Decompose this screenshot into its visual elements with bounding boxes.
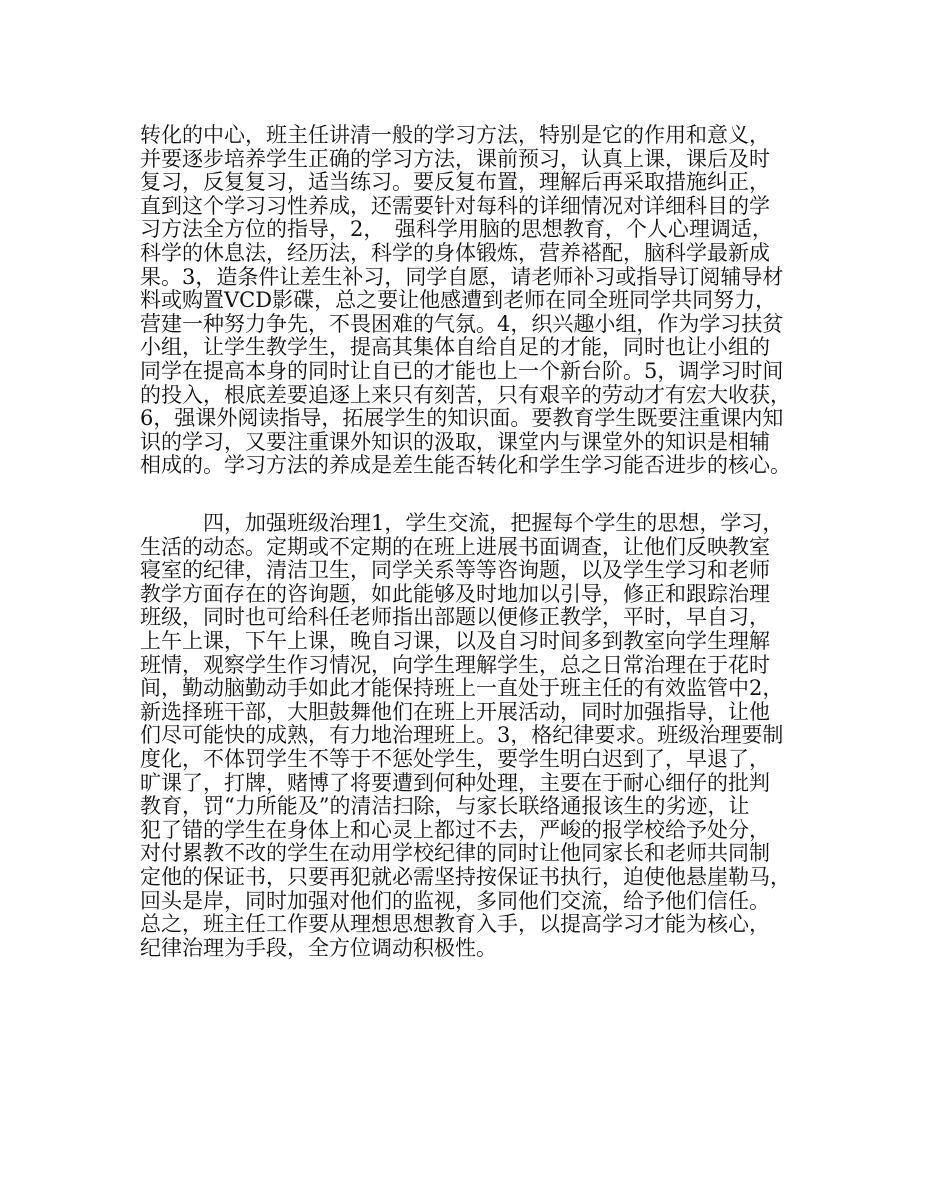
paragraph-line: 班级，同时也可给科任老师指出部题以便修正教学，平时，早自习， [140, 605, 770, 630]
paragraph-line: 转化的中心，班主任讲清一般的学习方法，特别是它的作用和意义， [140, 123, 770, 147]
paragraph-line: 同学在提高本身的同时让自已的才能也上一个新台阶。5，调学习时间 [140, 358, 784, 383]
paragraph-line: 并要逐步培养学生正确的学习方法，课前预习，认真上课，课后及时 [140, 146, 770, 171]
paragraph-line: 犯了错的学生在身体上和心灵上都过不去，严峻的报学校给予处分， [140, 817, 770, 842]
paragraph-line: 寝室的纪律，清洁卫生，同学关系等等咨询题，以及学生学习和老师 [140, 558, 770, 583]
paragraph-line: 总之，班主任工作要从理想思想教育入手，以提高学习才能为核心， [140, 912, 770, 937]
paragraph-line: 定他的保证书，只要再犯就必需坚持按保证书执行，迫使他悬崖勒马， [140, 864, 791, 889]
paragraph-line: 对付累教不改的学生在动用学校纪律的同时让他同家长和老师共同制 [140, 841, 770, 866]
paragraph-line: 教学方面存在的咨询题，如此能够及时地加以引导，修正和跟踪治理 [140, 581, 770, 606]
paragraph-line: 纪律治理为手段，全方位调动积极性。 [140, 935, 497, 960]
paragraph-line: 回头是岸，同时加强对他们的监视，多同他们交流，给予他们信任。 [140, 888, 770, 913]
paragraph-line: 识的学习，又要注重课外知识的汲取，课堂内与课堂外的知识是相辅 [140, 429, 770, 454]
paragraph-line: 上午上课，下午上课，晚自习课，以及自习时间多到教室向学生理解 [140, 628, 770, 653]
paragraph-line: 复习，反复复习，适当练习。要反复布置，理解后再采取措施纠正， [140, 170, 770, 195]
paragraph-line: 们尽可能快的成熟，有力地治理班上。3，格纪律要求。班级治理要制 [140, 723, 784, 748]
paragraph-line-text: 四，加强班级治理1，学生交流，把握每个学生的思想，学习， [203, 511, 784, 535]
paragraph-class-management [140, 512, 830, 960]
paragraph-line: 间，勤动脑勤动手如此才能保持班上一直处于班主任的有效监管中2， [140, 676, 784, 701]
paragraph-line: 教育，罚“力所能及”的清洁扫除，与家长联络通报该生的劣迹，让 [140, 794, 750, 819]
paragraph-line: 旷课了，打牌，赌博了将要遭到何种处理，主要在于耐心细仔的批判 [140, 770, 770, 795]
paragraph-line: 相成的。学习方法的养成是差生能否转化和学生学习能否进步的核心。 [140, 453, 791, 478]
paragraph-line: 习方法全方位的指导，2， 强科学用脑的思想教育，个人心理调适， [140, 217, 773, 242]
paragraph-line: 生活的动态。定期或不定期的在班上进展书面调查，让他们反映教室 [140, 534, 770, 559]
paragraph-line: 科学的休息法，经历法，科学的身体锻炼，营养褡配，脑科学最新成 [140, 240, 770, 265]
paragraph-line: 营建一种努力争先，不畏困难的气氛。4，织兴趣小组，作为学习扶贫 [140, 311, 784, 336]
paragraph-line: 新选择班干部，大胆鼓舞他们在班上开展活动，同时加强指导，让他 [140, 699, 770, 724]
paragraph-line: 直到这个学习习性养成，还需要针对每科的详细情况对详细科目的学 [140, 193, 770, 218]
paragraph-learning-methods [140, 124, 830, 478]
paragraph-line: 度化，不体罚学生不等于不惩处学生，要学生明白迟到了，早退了， [140, 746, 770, 771]
paragraph-line: 6，强课外阅读指导，拓展学生的知识面。要教育学生既要注重课内知 [140, 406, 784, 431]
paragraph-line: 的投入，根底差要追逐上来只有刻苦，只有艰辛的劳动才有宏大收获， [140, 382, 791, 407]
paragraph-line-first [140, 512, 830, 536]
paragraph-line: 班情，观察学生作习情况，向学生理解学生，总之日常治理在于花时 [140, 652, 770, 677]
paragraph-line: 料或购置VCD影碟，总之要让他感遭到老师在同全班同学共同努力， [140, 288, 777, 313]
paragraph-line: 小组，让学生教学生，提高其集体自给自足的才能，同时也让小组的 [140, 335, 770, 360]
paragraph-line: 果。3，造条件让差生补习，同学自愿，请老师补习或指导订阅辅导材 [140, 264, 784, 289]
